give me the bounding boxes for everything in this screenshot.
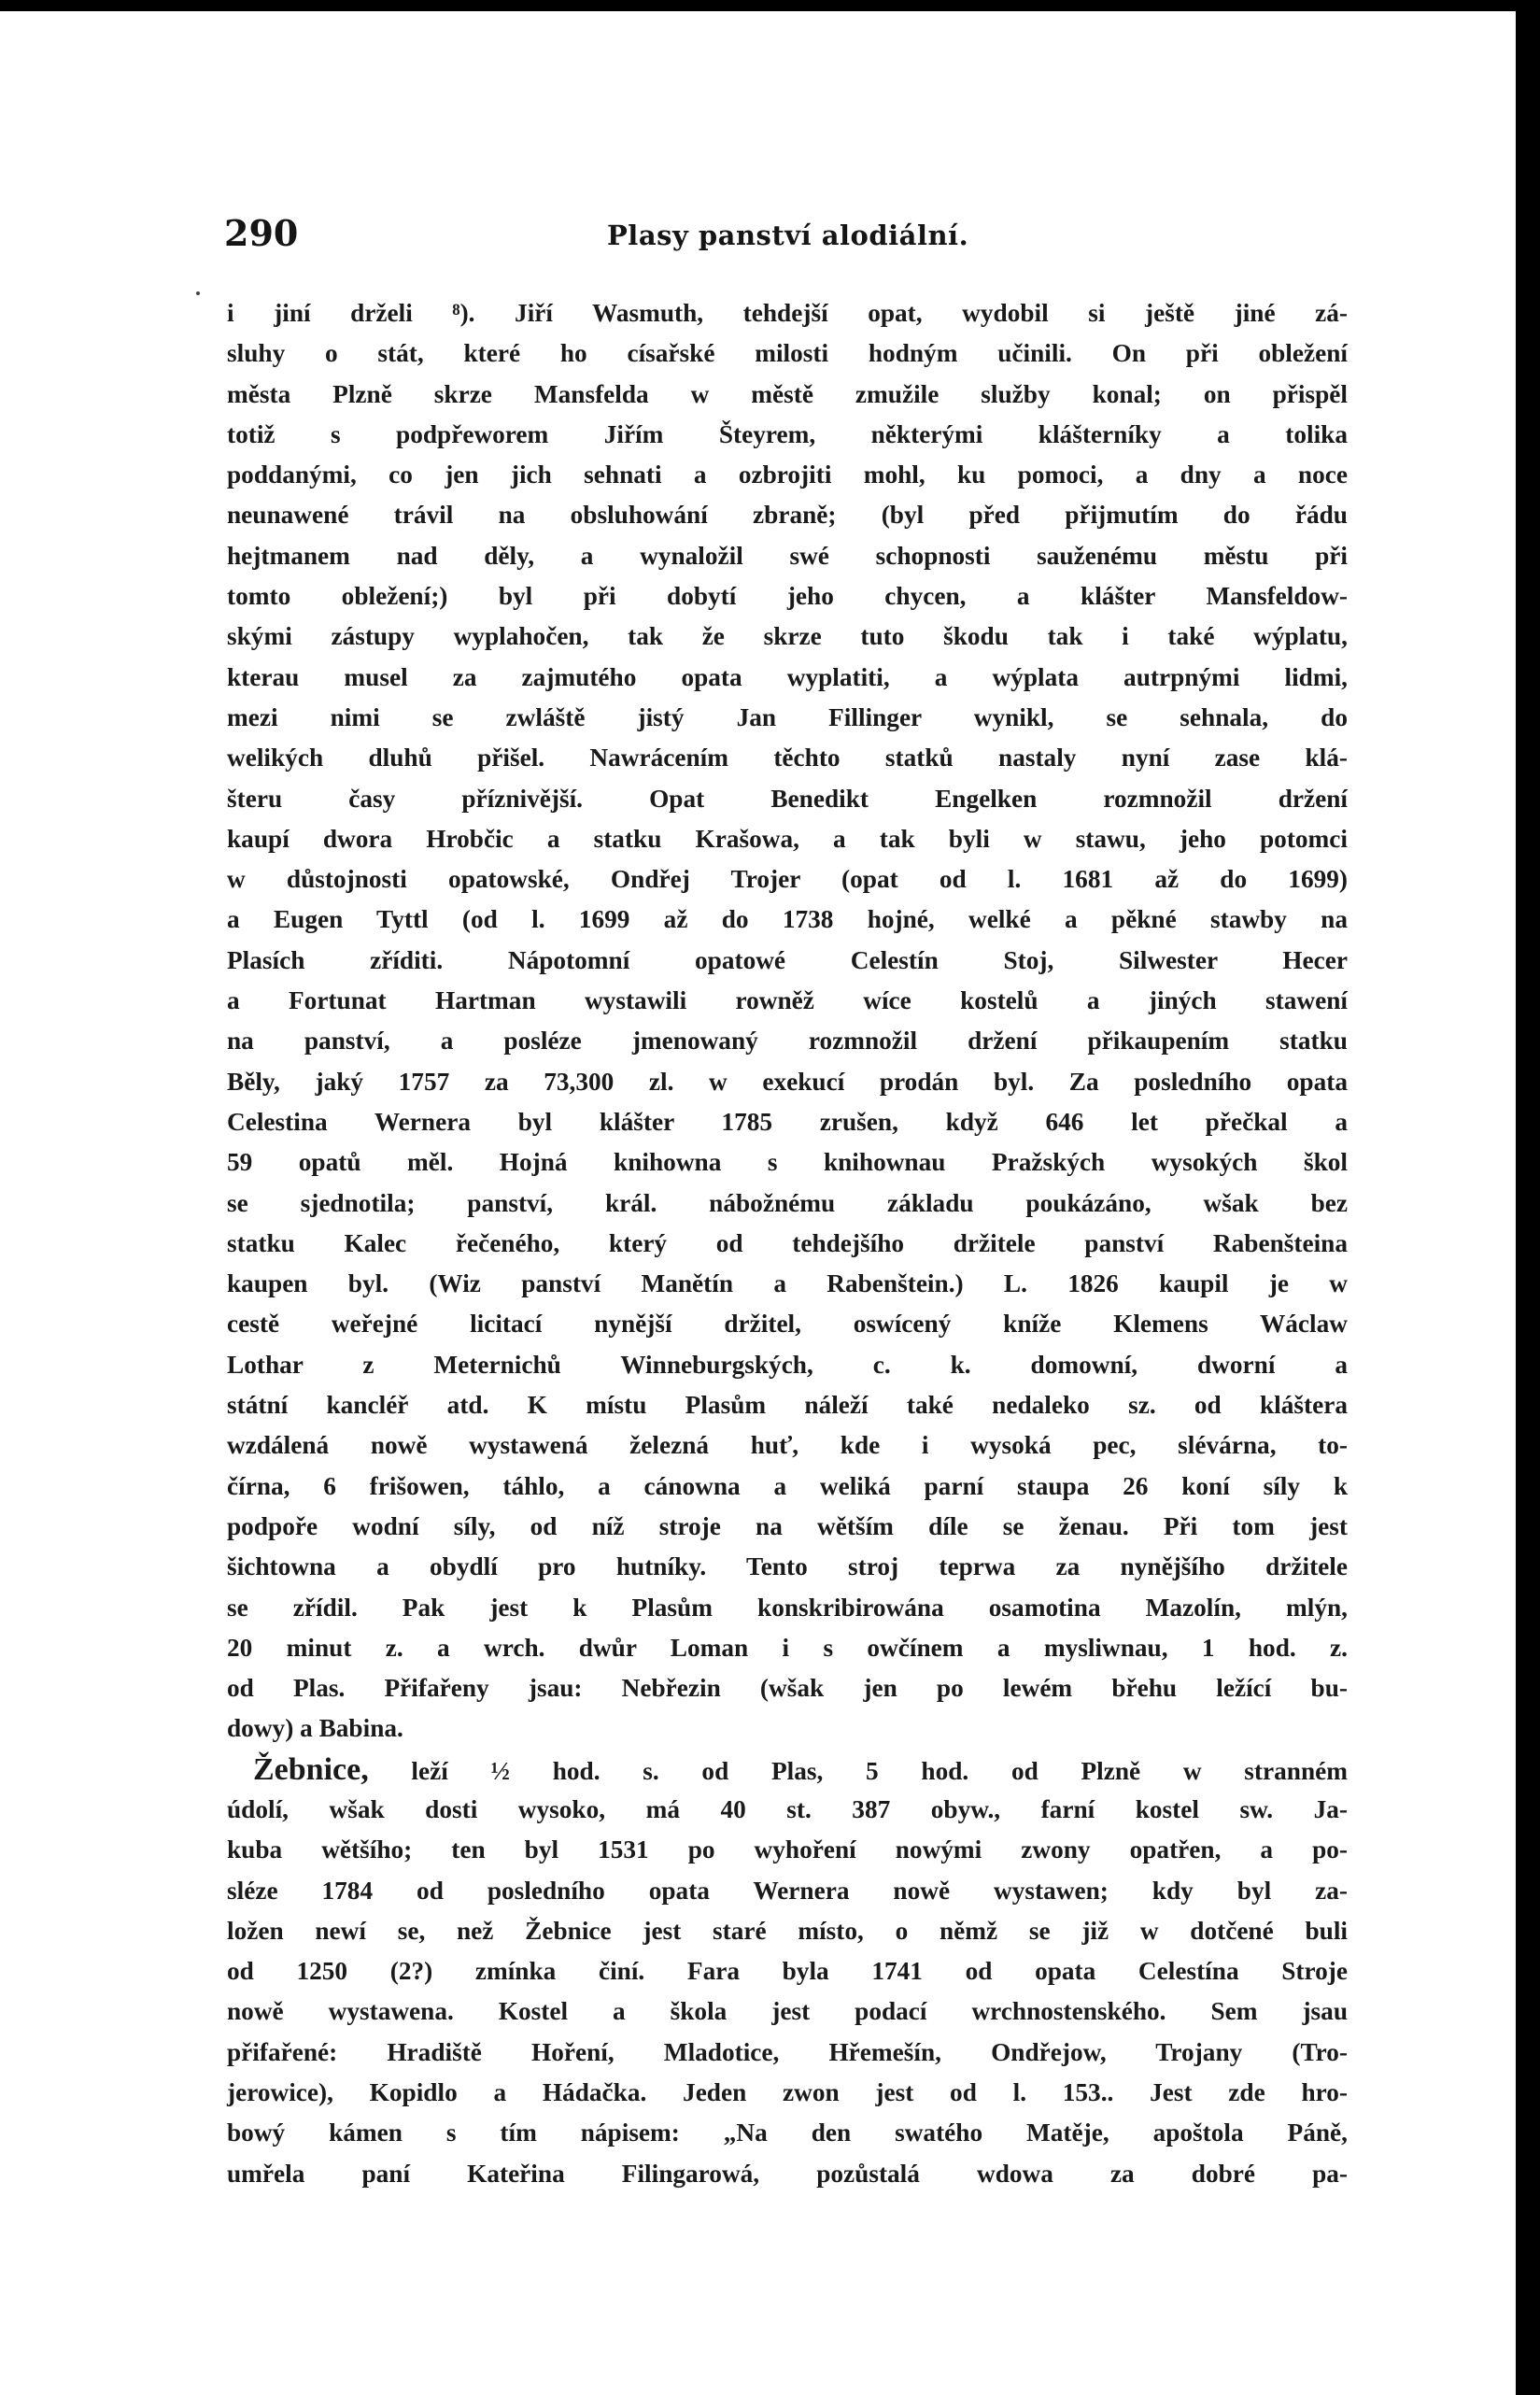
body-text xyxy=(227,293,1348,2194)
text-line: Lothar z Meternichů Winneburgských, c. k. domowní, dworní a xyxy=(227,1350,1348,1379)
running-title: Plasy panství alodiální. xyxy=(607,220,969,251)
text-line: přifařené: Hradiště Hoření, Mladotice, Hřemešín, Ondřejow, Trojany (Tro- xyxy=(227,2037,1348,2066)
text-line: wzdálená nowě wystawená železná huť, kde i wysoká pec, slévárna, to- xyxy=(227,1431,1348,1460)
text-line: na panství, a posléze jmenowaný rozmnožil držení přikaupením statku xyxy=(227,1027,1348,1056)
text-line: 20 minut z. a wrch. dwůr Loman i s owčínem a myslіwnau, 1 hod. z. xyxy=(227,1633,1348,1662)
text-line: čírna, 6 frišowen, táhlo, a cánowna a weliká parní staupa 26 koní síly k xyxy=(227,1471,1348,1500)
page-number: 290 xyxy=(224,212,299,254)
text-line: se sjednotila; panství, král. nábožnému základu poukázáno, wšak bez xyxy=(227,1188,1348,1217)
text-line: kuba wětšího; ten byl 1531 po wyhoření nowými zwony opatřen, a po- xyxy=(227,1835,1348,1864)
text-line: státní kancléř atd. K místu Plasům náleží také nedaleko sz. od kláštera xyxy=(227,1391,1348,1420)
text-line: totiž s podpřeworem Jiřím Šteyrem, některými klášterníky a tolika xyxy=(227,419,1348,448)
text-line: bowý kámen s tím nápisem: „Na den swatého Matěje, apoštola Páně, xyxy=(227,2119,1348,2147)
text-line: ložen newí se, než Žebnice jest staré místo, o němž se již w dotčené buli xyxy=(227,1916,1348,1945)
text-line: a Fortunat Hartman wystawili rowněž wíce kostelů a jiných stawení xyxy=(227,986,1348,1015)
text-line: tomto obležení;) byl při dobytí jeho chycen, a klášter Mansfeldow- xyxy=(227,582,1348,611)
text-line: Běly, jaký 1757 za 73,300 zl. w exekucí prodán byl. Za posledního opata xyxy=(227,1067,1348,1096)
text-line: a Eugen Tyttl (od l. 1699 až do 1738 hojné, welké a pěkné stawby na xyxy=(227,905,1348,934)
text-line: cestě weřejné licitací nynější držitel, oswícený kníže Klemens Wáclaw xyxy=(227,1310,1348,1339)
scan-border-top xyxy=(0,0,1540,11)
text-line: dowy) a Babina. xyxy=(227,1714,403,1743)
entry-heading-line xyxy=(227,1750,1348,1790)
text-line: 59 opatů měl. Hojná knihowna s knihownau Pražských wysokých škol xyxy=(227,1148,1348,1177)
text-line: statku Kalec řečeného, který od tehdejšího držitele panství Rabenšteina xyxy=(227,1228,1348,1257)
text-line: kaupen byl. (Wiz panství Manětín a Rabenštein.) L. 1826 kaupil je w xyxy=(227,1269,1348,1298)
page-header xyxy=(224,212,1349,268)
text-line: sluhy o stát, které ho císařské milosti hodným učinili. On při obležení xyxy=(227,339,1348,368)
text-line: od Plas. Přifařeny jsau: Nebřezin (wšak jen po lewém břehu ležící bu- xyxy=(227,1674,1348,1703)
text-line: mezi nimi se zwláště jistý Jan Fillinger wynikl, se sehnala, do xyxy=(227,702,1348,731)
text-line: w důstojnosti opatowské, Ondřej Trojer (opat od l. 1681 až do 1699) xyxy=(227,865,1348,894)
text-line: podpoře wodní síly, od níž stroje na wětším díle se ženau. Při tom jest xyxy=(227,1511,1348,1540)
text-line: Celestina Wernera byl klášter 1785 zrušen, když 646 let přečkal a xyxy=(227,1107,1348,1136)
book-page xyxy=(0,11,1516,2395)
text-line: se zřídil. Pak jest k Plasům konskribirowána osamotina Mazolín, mlýn, xyxy=(227,1593,1348,1622)
entry-title: Žebnice, xyxy=(253,1751,369,1787)
entry-first-line: leží ½ hod. s. od Plas, 5 hod. od Plzně w stranném xyxy=(368,1756,1348,1785)
text-line: welikých dluhů přišel. Nawrácením těchto statků nastaly nyní zase klá- xyxy=(227,744,1348,772)
text-line: hejtmanem nad děly, a wynaložil swé schopnosti sauženému městu při xyxy=(227,541,1348,570)
text-line: údolí, wšak dosti wysoko, má 40 st. 387 obyw., farní kostel sw. Ja- xyxy=(227,1794,1348,1823)
text-line: poddanými, co jen jich sehnati a ozbrojiti mohl, ku pomoci, a dny a noce xyxy=(227,461,1348,489)
text-line: Plasích zříditi. Nápotomní opatowé Celestín Stoj, Silwester Hecer xyxy=(227,945,1348,974)
text-line: kaupí dwora Hrobčic a statku Krašowa, a tak byli w stawu, jeho potomci xyxy=(227,824,1348,853)
text-line: kterau musel za zajmutého opata wyplatiti, a wýplata autrpnými lidmi, xyxy=(227,662,1348,691)
text-line: umřela paní Kateřina Filingarowá, pozůstalá wdowa za dobré pa- xyxy=(227,2159,1348,2188)
text-line: od 1250 (2?) zmínka činí. Fara byla 1741 od opata Celestína Stroje xyxy=(227,1957,1348,1986)
text-line: i jiní drželi ⁸). Jiří Wasmuth, tehdejší opat, wydobil si ještě jiné zá- xyxy=(227,299,1348,327)
text-line: jerowice), Kopidlo a Hádačka. Jeden zwon jest od l. 153.. Jest zde hro- xyxy=(227,2078,1348,2107)
text-line: města Plzně skrze Mansfelda w městě zmužile služby konal; on přispěl xyxy=(227,379,1348,408)
text-line: sléze 1784 od posledního opata Wernera nowě wystawen; kdy byl za- xyxy=(227,1876,1348,1905)
text-line: skými zástupy wyplahočen, tak že skrze tuto škodu tak i také wýplatu, xyxy=(227,622,1348,651)
text-line: šichtowna a obydlí pro hutníky. Tento stroj teprwa za nynějšího držitele xyxy=(227,1552,1348,1581)
text-line: šteru časy příznivější. Opat Benedikt Engelken rozmnožil držení xyxy=(227,784,1348,813)
scan-border-right xyxy=(1516,0,1540,2395)
margin-speck xyxy=(196,291,200,295)
text-line: neunawené trávil na obsluhowání zbraně; (byl před přijmutím do řádu xyxy=(227,501,1348,530)
text-line: nowě wystawena. Kostel a škola jest podací wrchnostenského. Sem jsau xyxy=(227,1997,1348,2026)
